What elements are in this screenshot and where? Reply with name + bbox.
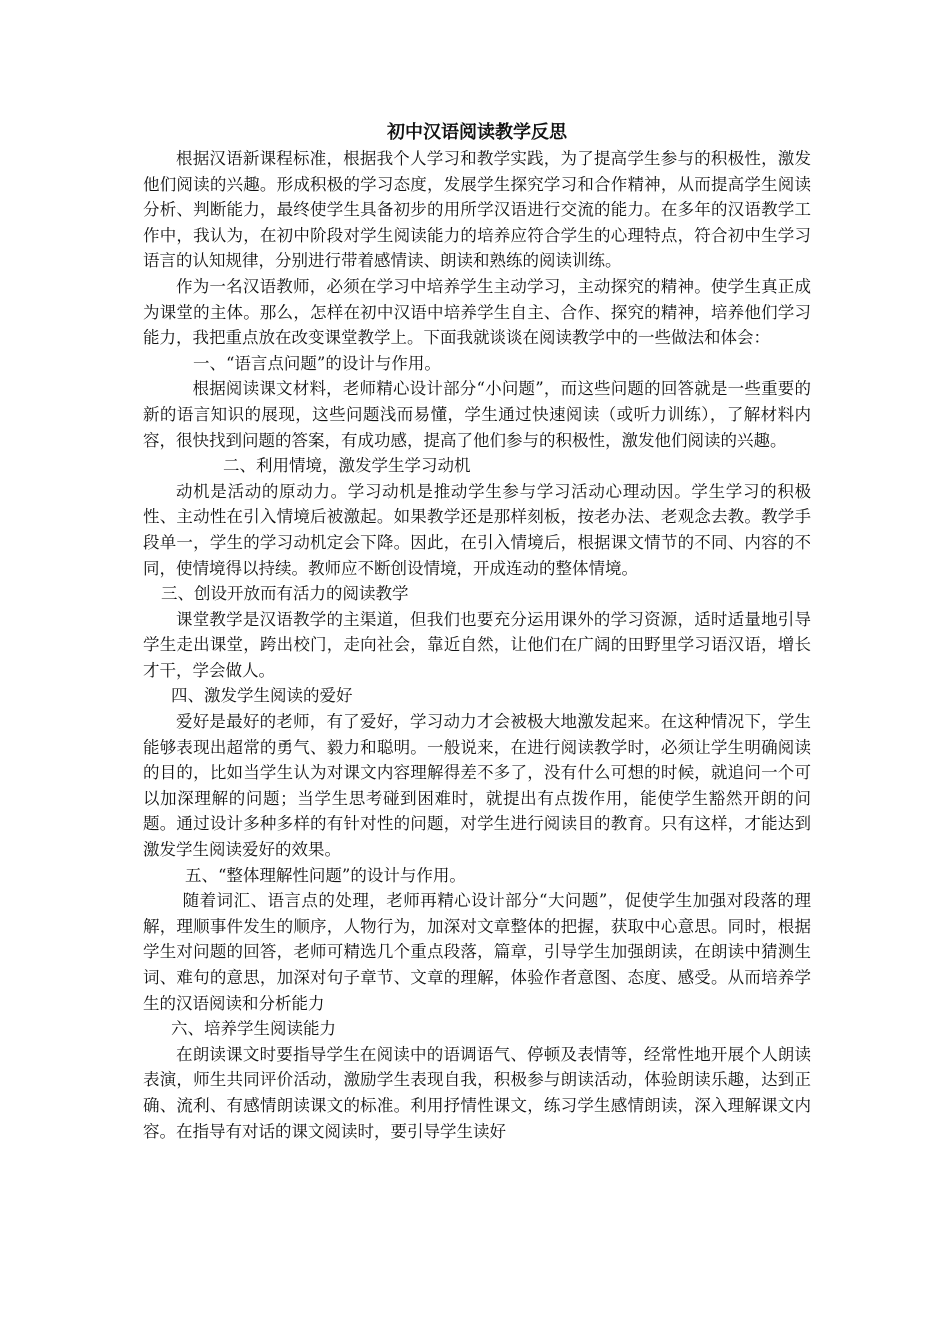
paragraph-section-6: 在朗读课文时要指导学生在阅读中的语调语气、停顿及表情等，经常性地开展个人朗读表演，师生共同评价活动，激励学生表现自我，积极参与朗读活动，体验朗读乐趣，达到正确、流利、有感情朗读课文的标准。利用抒情性课文，练习学生感情朗读，深入理解课文内容。在指导有对话的课文阅读时，要引导学生读好 [143, 1044, 811, 1141]
section-heading-3: 三、创设开放而有活力的阅读教学 [161, 584, 409, 604]
paragraph-section-4: 爱好是最好的老师，有了爱好，学习动力才会被极大地激发起来。在这种情况下，学生能够表现出超常的勇气、毅力和聪明。一般说来，在进行阅读教学时，必须让学生明确阅读的目的，比如当学生认为对课文内容理解得差不多了，没有什么可想的时候，就追问一个可以加深理解的问题；当学生思考碰到困难时，就提出有点拨作用，能使学生豁然开朗的问题。通过设计多种多样的有针对性的问题，对学生进行阅读目的教育。只有这样，才能达到激发学生阅读爱好的效果。 [143, 712, 811, 860]
section-heading-6: 六、培养学生阅读能力 [171, 1019, 336, 1039]
section-heading-4: 四、激发学生阅读的爱好 [171, 686, 353, 706]
document-page [143, 120, 811, 1144]
paragraph-section-5: 随着词汇、语言点的处理，老师再精心设计部分“大问题”，促使学生加强对段落的理解，理顺事件发生的顺序，人物行为，加深对文章整体的把握，获取中心意思。同时，根据学生对问题的回答，老师可精选几个重点段落，篇章，引导学生加强朗读，在朗读中猜测生词、难句的意思，加深对句子章节、文章的理解，体验作者意图、态度、感受。从而培养学生的汉语阅读和分析能力 [143, 891, 811, 1013]
paragraph-section-1: 根据阅读课文材料，老师精心设计部分“小问题”，而这些问题的回答就是一些重要的新的语言知识的展现，这些问题浅而易懂，学生通过快速阅读（或听力训练），了解材料内容，很快找到问题的答案，有成功感，提高了他们参与的积极性，激发他们阅读的兴趣。 [143, 379, 811, 450]
section-heading-2: 二、利用情境，激发学生学习动机 [223, 456, 471, 476]
section-heading-5: 五、“整体理解性问题”的设计与作用。 [185, 865, 466, 885]
paragraph-section-3: 课堂教学是汉语教学的主渠道，但我们也要充分运用课外的学习资源，适时适量地引导学生走出课堂，跨出校门，走向社会，靠近自然，让他们在广阔的田野里学习语汉语，增长才干，学会做人。 [143, 609, 811, 680]
paragraph-teacher-role: 作为一名汉语教师，必须在学习中培养学生主动学习，主动探究的精神。使学生真正成为课堂的主体。那么，怎样在初中汉语中培养学生自主、合作、探究的精神，培养他们学习能力，我把重点放在改变课堂教学上。下面我就谈谈在阅读教学中的一些做法和体会： [143, 276, 811, 348]
paragraph-section-2: 动机是活动的原动力。学习动机是推动学生参与学习活动心理动因。学生学习的积极性、主动性在引入情境后被激起。如果教学还是那样刻板，按老办法、老观念去教。教学手段单一，学生的学习动机定会下降。因此，在引入情境后，根据课文情节的不同、内容的不同，使情境得以持续。教师应不断创设情境，开成连动的整体情境。 [143, 481, 811, 578]
paragraph-intro: 根据汉语新课程标准，根据我个人学习和教学实践，为了提高学生参与的积极性，激发他们阅读的兴趣。形成积极的学习态度，发展学生探究学习和合作精神，从而提高学生阅读分析、判断能力，最终使学生具备初步的用所学汉语进行交流的能力。在多年的汉语教学工作中，我认为，在初中阶段对学生阅读能力的培养应符合学生的心理特点，符合初中生学习语言的认知规律，分别进行带着感情读、朗读和熟练的阅读训练。 [143, 149, 811, 271]
section-heading-1: 一、“语言点问题”的设计与作用。 [193, 353, 441, 373]
document-title: 初中汉语阅读教学反思 [387, 122, 567, 143]
